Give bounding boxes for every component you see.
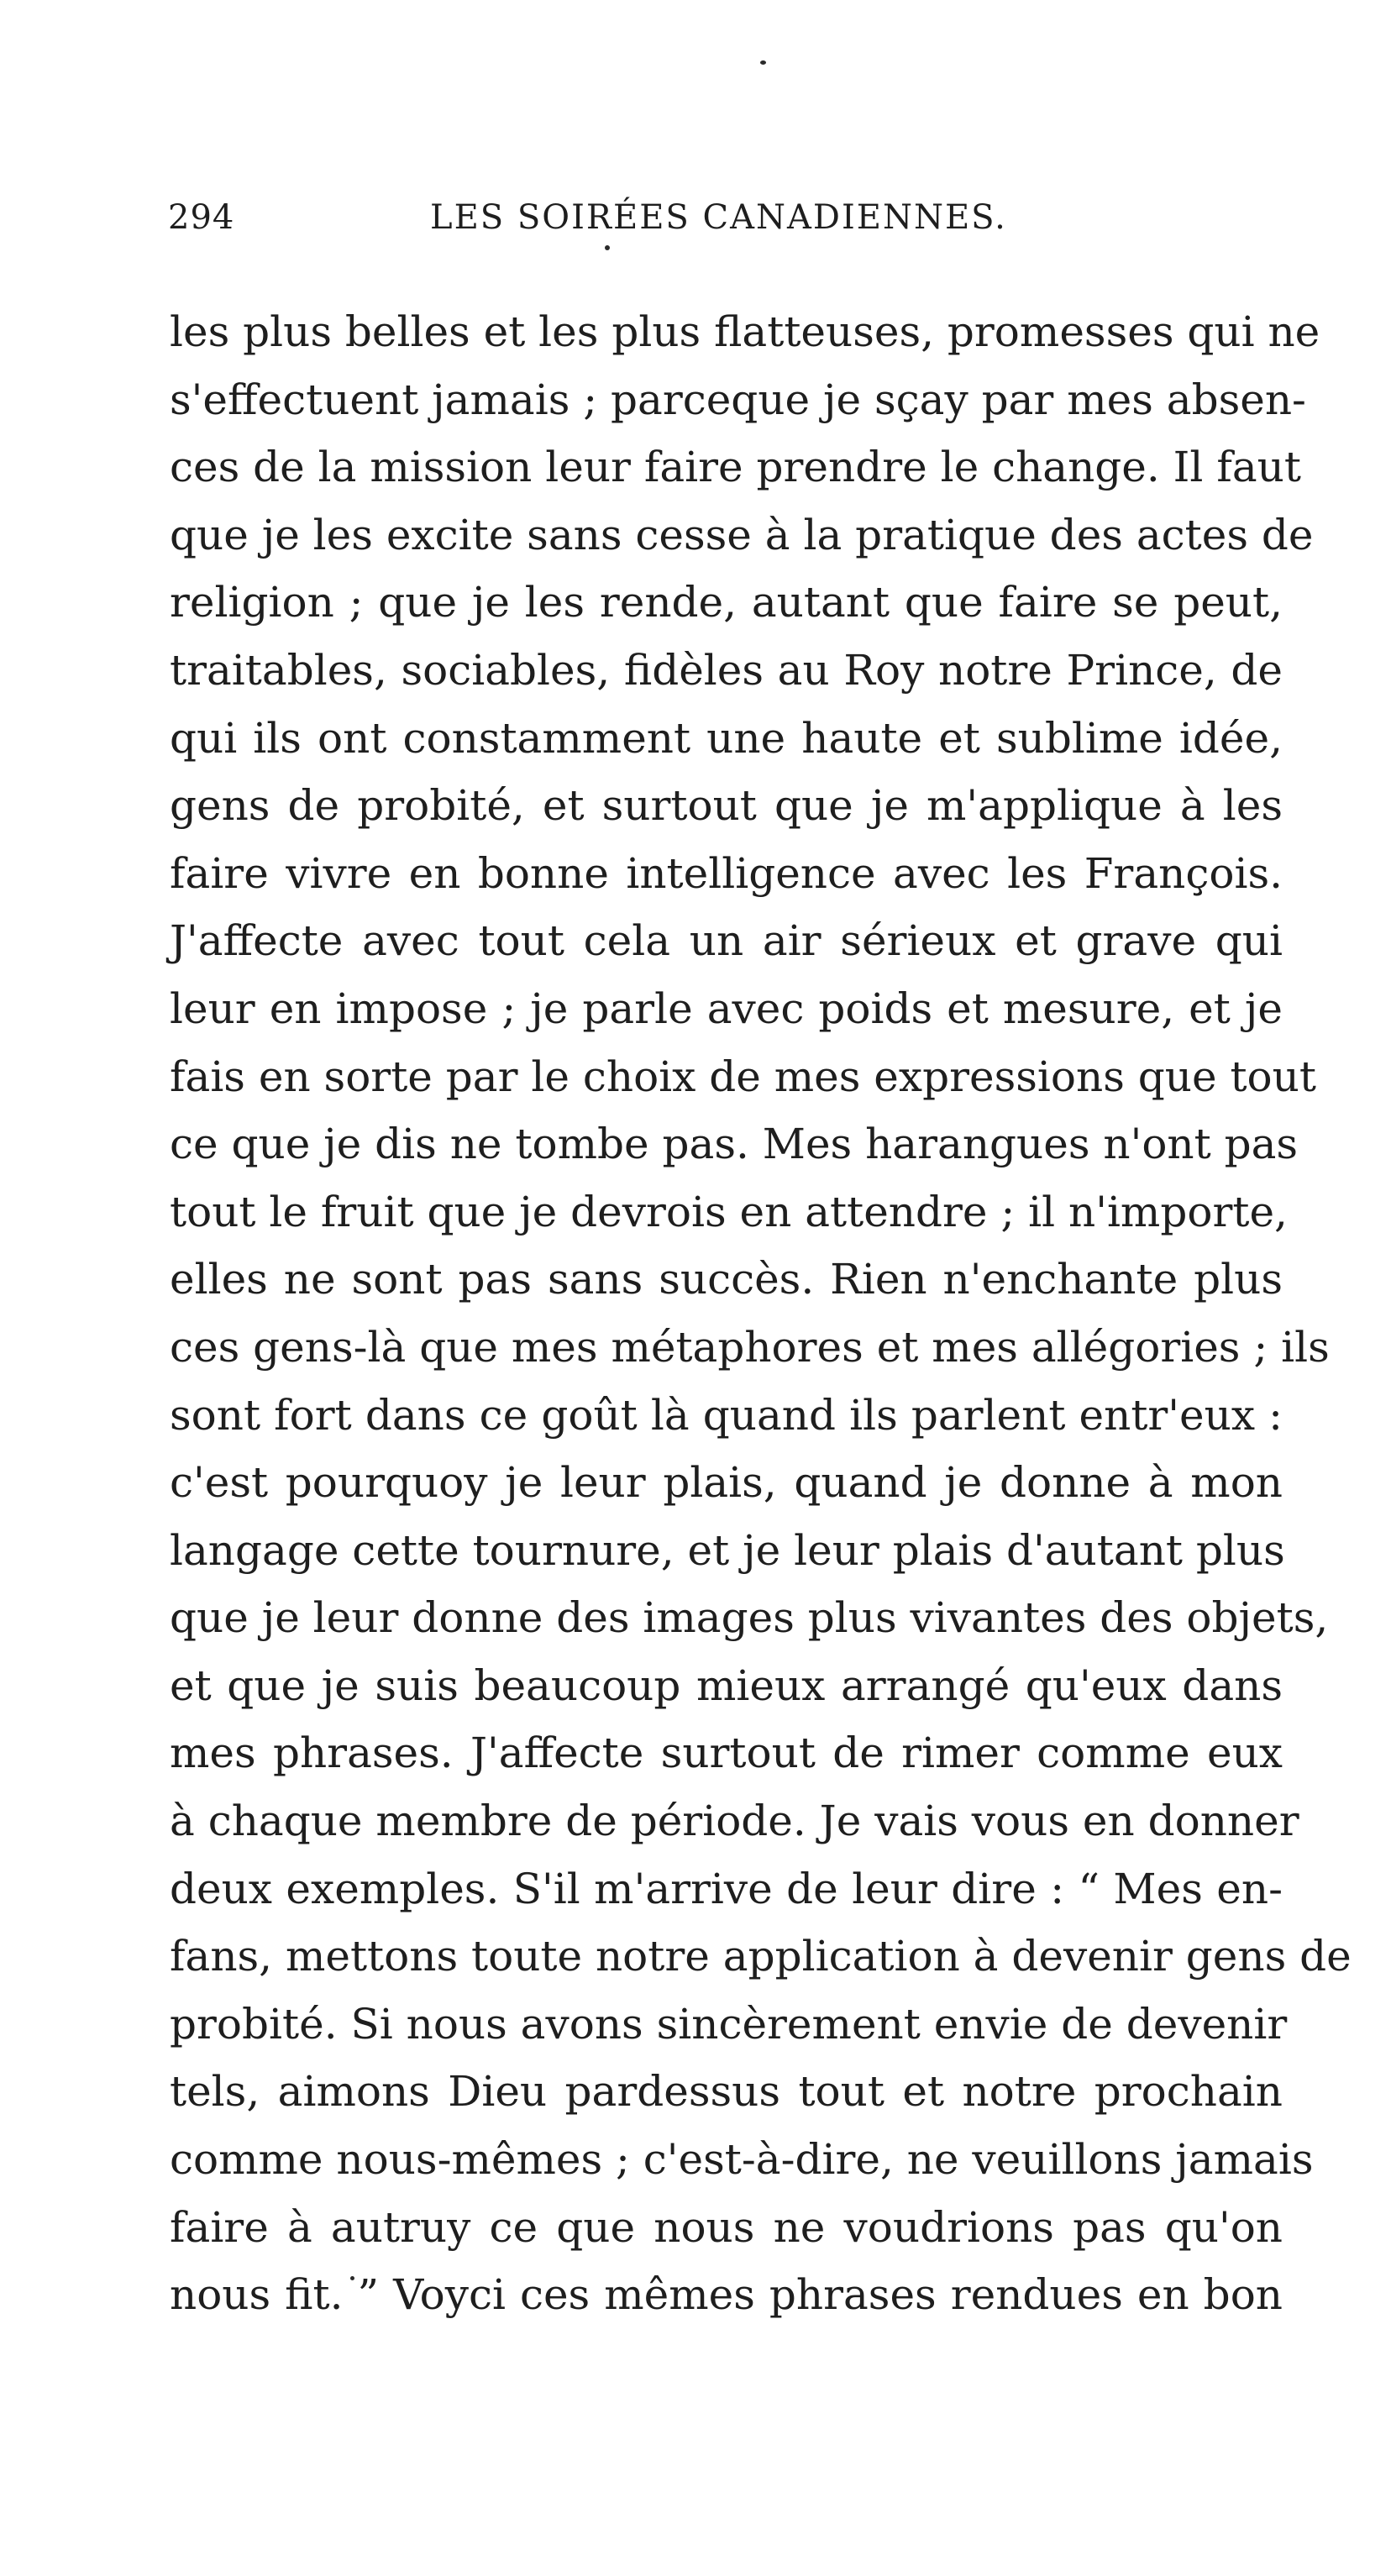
text-line: que je les excite sans cesse à la pratique des actes de xyxy=(170,510,1314,559)
text-line: elles ne sont pas sans succès. Rien n'enchante plus xyxy=(170,1255,1283,1304)
text-line: deux exemples. S'il m'arrive de leur dire : “ Mes en- xyxy=(170,1864,1283,1913)
running-head xyxy=(168,198,1268,249)
text-line: tout le fruit que je devrois en attendre ; il n'importe, xyxy=(170,1187,1288,1236)
text-line: faire vivre en bonne intelligence avec les François. xyxy=(170,848,1283,898)
text-line: et que je suis beaucoup mieux arrangé qu'eux dans xyxy=(170,1660,1283,1710)
text-line: traitables, sociables, fidèles au Roy notre Prince, de xyxy=(170,645,1283,695)
text-line: c'est pourquoy je leur plais, quand je donne à mon xyxy=(170,1458,1283,1508)
text-line: fais en sorte par le choix de mes expressions que tout xyxy=(170,1052,1316,1101)
text-line: ce que je dis ne tombe pas. Mes harangues n'ont pas xyxy=(170,1120,1299,1169)
ink-speck xyxy=(760,60,766,65)
text-line: religion ; que je les rende, autant que faire se peut, xyxy=(170,578,1283,627)
text-line: comme nous-mêmes ; c'est-à-dire, ne veuillons jamais xyxy=(170,2135,1314,2185)
text-line: qui ils ont constamment une haute et sublime idée, xyxy=(170,713,1283,763)
text-line: probité. Si nous avons sincèrement envie de devenir xyxy=(170,1999,1288,2049)
page-number: 294 xyxy=(168,198,235,237)
text-line: J'affecte avec tout cela un air sérieux et grave qui xyxy=(170,916,1283,966)
text-line: langage cette tournure, et je leur plais d'autant plus xyxy=(170,1525,1285,1575)
text-line: faire à autruy ce que nous ne voudrions pas qu'on xyxy=(170,2202,1283,2252)
text-line: à chaque membre de période. Je vais vous en donner xyxy=(170,1797,1299,1846)
text-line: leur en impose ; je parle avec poids et mesure, et je xyxy=(170,984,1283,1033)
text-line: nous fit. ” Voyci ces mêmes phrases rendues en bon xyxy=(170,2270,1283,2320)
text-line: gens de probité, et surtout que je m'applique à les xyxy=(170,781,1283,831)
text-line: s'effectuent jamais ; parceque je sçay par mes absen- xyxy=(170,375,1306,424)
text-line: fans, mettons toute notre application à devenir gens de xyxy=(170,1932,1352,1981)
text-line: les plus belles et les plus flatteuses, promesses qui ne xyxy=(170,307,1320,356)
text-line: que je leur donne des images plus vivantes des objets, xyxy=(170,1593,1329,1643)
text-line: sont fort dans ce goût là quand ils parlent entr'eux : xyxy=(170,1390,1283,1440)
text-line: mes phrases. J'affecte surtout de rimer comme eux xyxy=(170,1729,1283,1778)
text-line: ces gens-là que mes métaphores et mes allégories ; ils xyxy=(170,1322,1330,1372)
running-title: LES SOIRÉES CANADIENNES. xyxy=(430,198,1007,237)
body-text xyxy=(170,298,1352,2329)
text-line: ces de la mission leur faire prendre le change. Il faut xyxy=(170,443,1301,492)
text-line: tels, aimons Dieu pardessus tout et notre prochain xyxy=(170,2067,1283,2117)
